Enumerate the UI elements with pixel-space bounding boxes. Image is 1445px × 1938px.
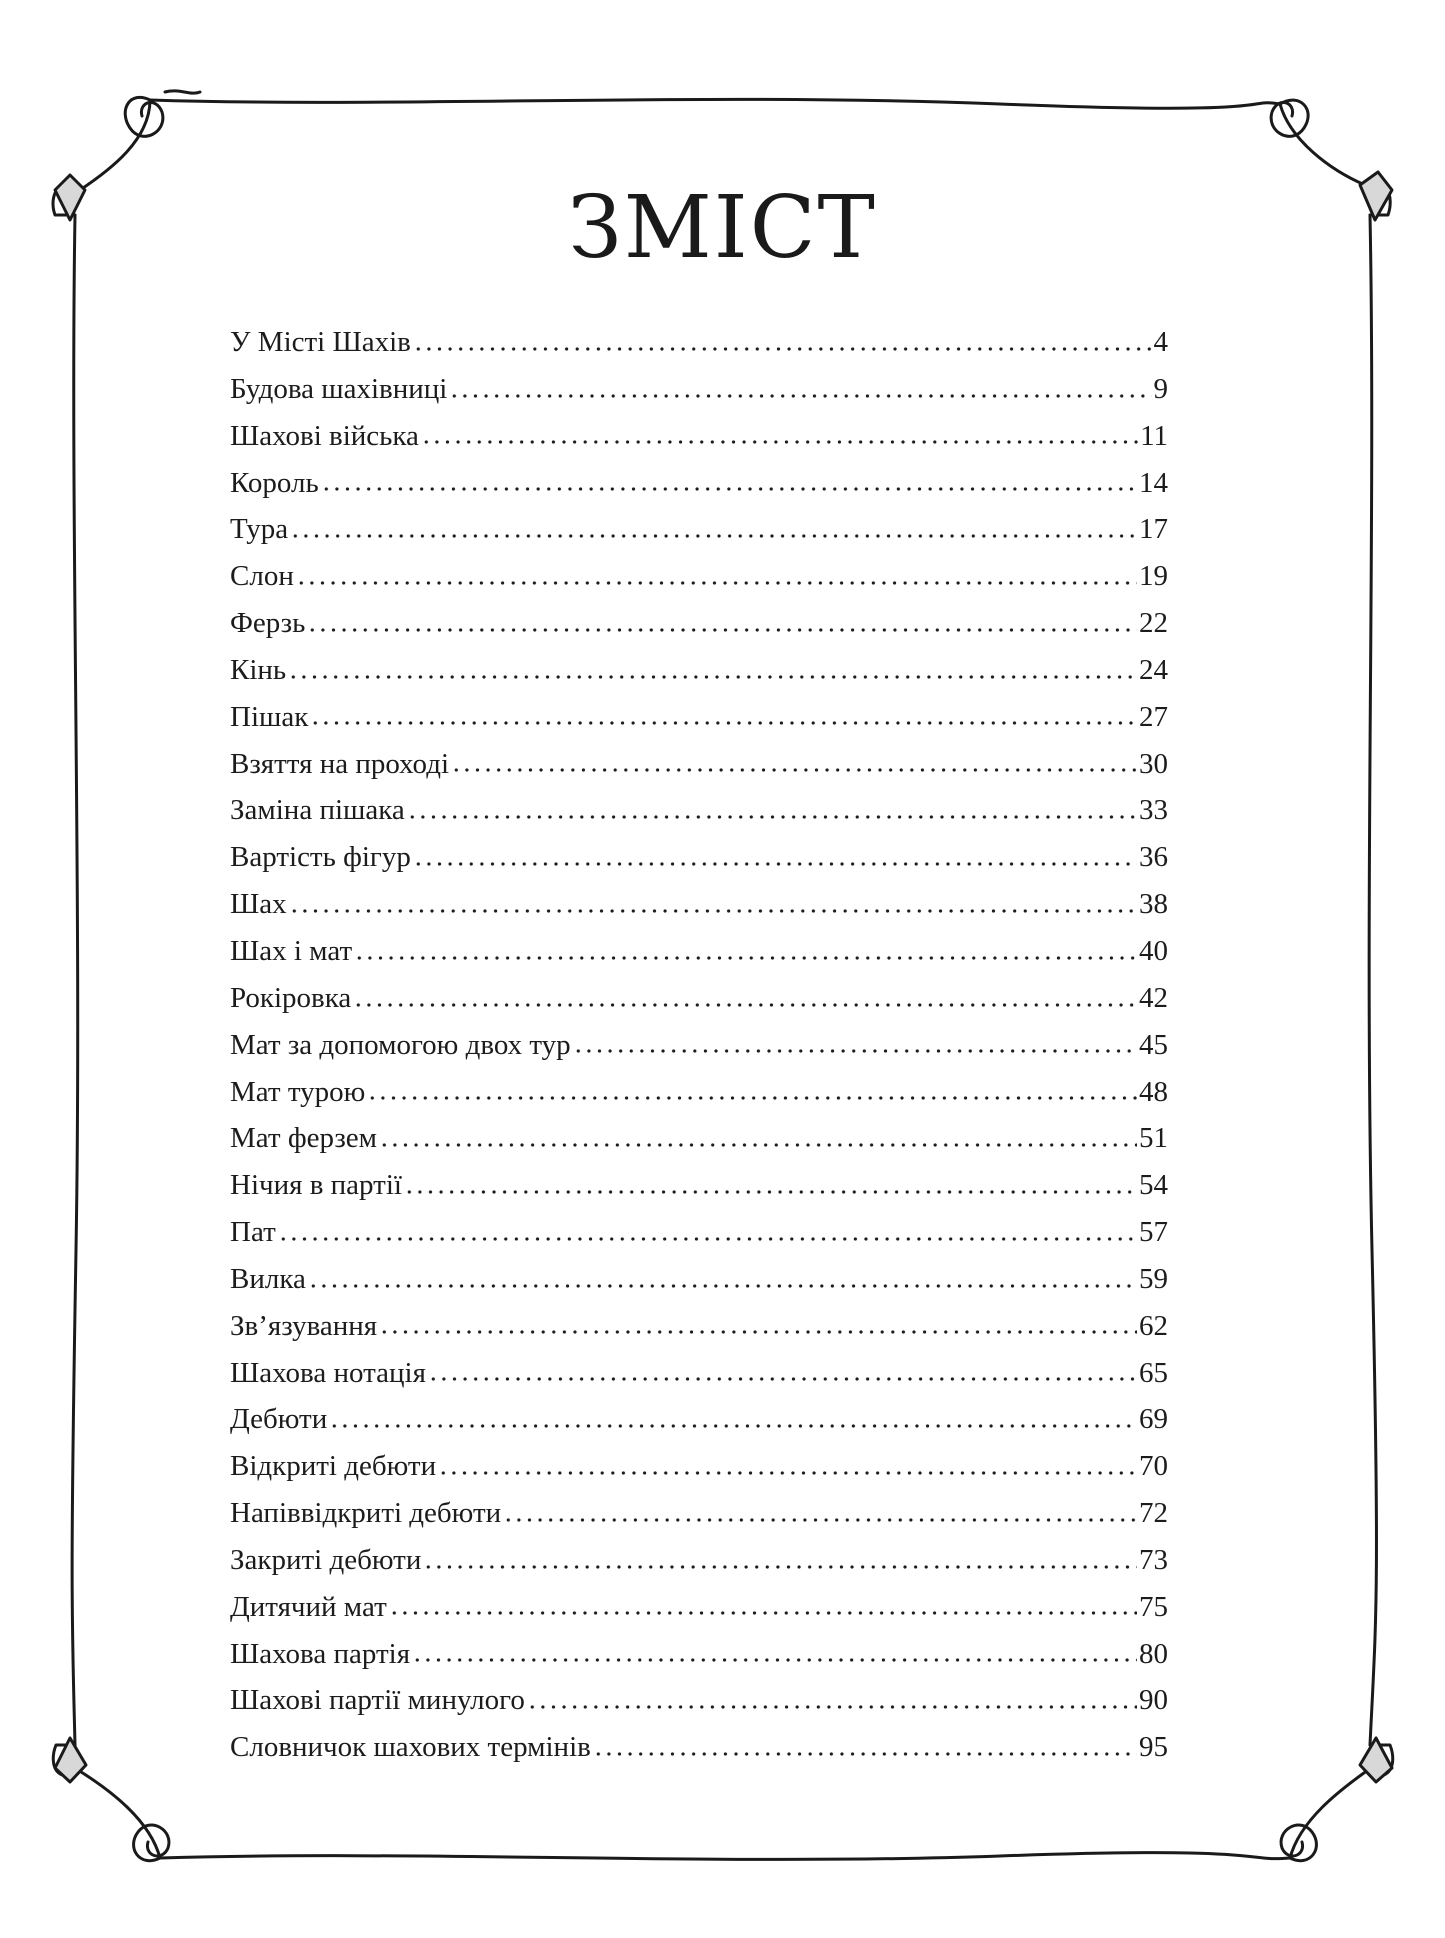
- toc-entry: [230, 1584, 1168, 1631]
- toc-entry-title: Вартість фігур: [230, 841, 411, 874]
- dot-leader: [451, 747, 1137, 776]
- toc-entry-page-number: 57: [1139, 1216, 1168, 1249]
- dot-leader: [367, 1075, 1137, 1104]
- toc-entry-page-number: 95: [1139, 1731, 1168, 1764]
- toc-entry-page-number: 73: [1139, 1543, 1168, 1576]
- toc-entry: [230, 834, 1168, 881]
- toc-entry-title: Пішак: [230, 700, 309, 733]
- toc-entry: [230, 1115, 1168, 1162]
- toc-entry: [230, 553, 1168, 600]
- toc-entry: [230, 413, 1168, 460]
- dot-leader: [438, 1450, 1137, 1479]
- toc-entry-page-number: 30: [1139, 747, 1168, 780]
- toc-entry: [230, 975, 1168, 1022]
- toc-entry-page-number: 9: [1153, 372, 1168, 405]
- toc-entry-page-number: 19: [1139, 560, 1168, 593]
- dot-leader: [503, 1497, 1137, 1526]
- toc-entry-title: Шах і мат: [230, 934, 353, 967]
- toc-entry-title: Нічия в партії: [230, 1169, 402, 1202]
- toc-entry-page-number: 59: [1139, 1262, 1168, 1295]
- toc-entry: [230, 1303, 1168, 1350]
- dot-leader: [389, 1590, 1137, 1619]
- toc-entry-page-number: 17: [1139, 513, 1168, 546]
- toc-entry: [230, 928, 1168, 975]
- dot-leader: [421, 419, 1138, 448]
- dot-leader: [296, 560, 1137, 589]
- toc-entry-page-number: 38: [1139, 888, 1168, 921]
- toc-entry-title: Зв’язування: [230, 1309, 378, 1342]
- dot-leader: [449, 372, 1151, 401]
- toc-entry: [230, 1022, 1168, 1069]
- toc-entry-page-number: 27: [1139, 700, 1168, 733]
- dot-leader: [423, 1543, 1137, 1572]
- toc-entry: [230, 1443, 1168, 1490]
- toc-entry-title: Мат ферзем: [230, 1122, 378, 1155]
- dot-leader: [289, 888, 1137, 917]
- toc-entry: [230, 694, 1168, 741]
- toc-entry-title: Шахові партії минулого: [230, 1684, 525, 1717]
- toc-entry-page-number: 45: [1139, 1028, 1168, 1061]
- toc-entry-page-number: 51: [1139, 1122, 1168, 1155]
- dot-leader: [354, 934, 1137, 963]
- dot-leader: [413, 325, 1152, 354]
- toc-entry: [230, 1256, 1168, 1303]
- toc-entry-page-number: 62: [1139, 1309, 1168, 1342]
- dot-leader: [321, 466, 1137, 495]
- toc-entry-title: Словничок шахових термінів: [230, 1731, 591, 1764]
- toc-entry: [230, 600, 1168, 647]
- toc-entry-page-number: 42: [1139, 981, 1168, 1014]
- toc-entry: [230, 1162, 1168, 1209]
- toc-entry-page-number: 65: [1139, 1356, 1168, 1389]
- bottom-border-line: [160, 1853, 1290, 1860]
- toc-entry-title: Шахова партія: [230, 1637, 411, 1670]
- toc-entry-title: Слон: [230, 560, 294, 593]
- dot-leader: [412, 1637, 1137, 1666]
- dot-leader: [407, 794, 1137, 823]
- dot-leader: [290, 513, 1137, 542]
- toc-entry: [230, 1490, 1168, 1537]
- toc-entry-page-number: 48: [1139, 1075, 1168, 1108]
- toc-entry-page-number: 4: [1153, 326, 1168, 358]
- toc-entry-title: Шахова нотація: [230, 1356, 426, 1389]
- toc-entry-title: Тура: [230, 513, 289, 546]
- toc-entry-title: Заміна пішака: [230, 794, 405, 827]
- toc-entry-title: Закриті дебюти: [230, 1543, 422, 1576]
- toc-entry-title: Вилка: [230, 1262, 306, 1295]
- toc-entry: [230, 506, 1168, 553]
- toc-entry-page-number: 69: [1139, 1403, 1168, 1436]
- toc-entry-title: Дебюти: [230, 1403, 328, 1436]
- toc-entry: [230, 647, 1168, 694]
- toc-entry-page-number: 14: [1139, 466, 1168, 499]
- toc-entry: [230, 1537, 1168, 1584]
- toc-entry: [230, 366, 1168, 413]
- dot-leader: [413, 841, 1137, 870]
- dot-leader: [329, 1403, 1137, 1432]
- toc-entry: [230, 1350, 1168, 1397]
- toc-entry: [230, 741, 1168, 788]
- dot-leader: [307, 607, 1137, 636]
- page-title: ЗМІСТ: [568, 178, 877, 278]
- toc-entry-page-number: 80: [1139, 1637, 1168, 1670]
- toc-entry-title: Король: [230, 466, 319, 499]
- right-border-line: [1369, 215, 1376, 1745]
- toc-entry-title: Ферзь: [230, 607, 306, 640]
- toc-entry: [230, 1631, 1168, 1678]
- toc-entry-title: Шахові війська: [230, 419, 419, 452]
- toc-entry-page-number: 40: [1139, 934, 1168, 967]
- toc-entry-title: Відкриті дебюти: [230, 1450, 437, 1483]
- dot-leader: [573, 1028, 1137, 1057]
- toc-entry-page-number: 24: [1139, 653, 1168, 686]
- toc-entry: [230, 881, 1168, 928]
- dot-leader: [288, 653, 1137, 682]
- toc-entry-title: Напіввідкриті дебюти: [230, 1497, 502, 1530]
- toc-entry-title: У Місті Шахів: [230, 326, 411, 358]
- left-border-line: [72, 215, 78, 1745]
- toc-entry: [230, 1396, 1168, 1443]
- dot-leader: [379, 1122, 1137, 1151]
- table-of-contents: [230, 319, 1168, 1771]
- toc-entry-title: Дитячий мат: [230, 1590, 387, 1623]
- toc-entry-page-number: 70: [1139, 1450, 1168, 1483]
- toc-entry: [230, 1069, 1168, 1116]
- toc-entry-title: Взяття на проході: [230, 747, 450, 780]
- toc-entry-title: Пат: [230, 1216, 276, 1249]
- dot-leader: [527, 1684, 1137, 1713]
- toc-entry-title: Шах: [230, 888, 287, 921]
- toc-entry: [230, 1724, 1168, 1771]
- top-border-line: [150, 99, 1280, 108]
- toc-entry-page-number: 72: [1139, 1497, 1168, 1530]
- toc-entry-page-number: 22: [1139, 607, 1168, 640]
- toc-entry-title: Мат за допомогою двох тур: [230, 1028, 571, 1061]
- dot-leader: [310, 700, 1137, 729]
- toc-entry-page-number: 75: [1139, 1590, 1168, 1623]
- dot-leader: [404, 1169, 1137, 1198]
- toc-entry-title: Будова шахівниці: [230, 372, 448, 405]
- dot-leader: [308, 1262, 1137, 1291]
- toc-entry: [230, 319, 1168, 366]
- dot-leader: [428, 1356, 1137, 1385]
- dot-leader: [353, 981, 1137, 1010]
- dot-leader: [379, 1309, 1137, 1338]
- toc-entry: [230, 787, 1168, 834]
- toc-entry: [230, 1209, 1168, 1256]
- toc-entry-title: Кінь: [230, 653, 287, 686]
- dot-leader: [593, 1731, 1137, 1760]
- dot-leader: [278, 1216, 1137, 1245]
- toc-entry-page-number: 11: [1140, 419, 1168, 452]
- toc-entry-page-number: 33: [1139, 794, 1168, 827]
- toc-entry-title: Мат турою: [230, 1075, 366, 1108]
- toc-entry: [230, 1677, 1168, 1724]
- toc-entry-title: Рокіровка: [230, 981, 352, 1014]
- toc-entry: [230, 460, 1168, 507]
- toc-entry-page-number: 54: [1139, 1169, 1168, 1202]
- toc-entry-page-number: 90: [1139, 1684, 1168, 1717]
- toc-entry-page-number: 36: [1139, 841, 1168, 874]
